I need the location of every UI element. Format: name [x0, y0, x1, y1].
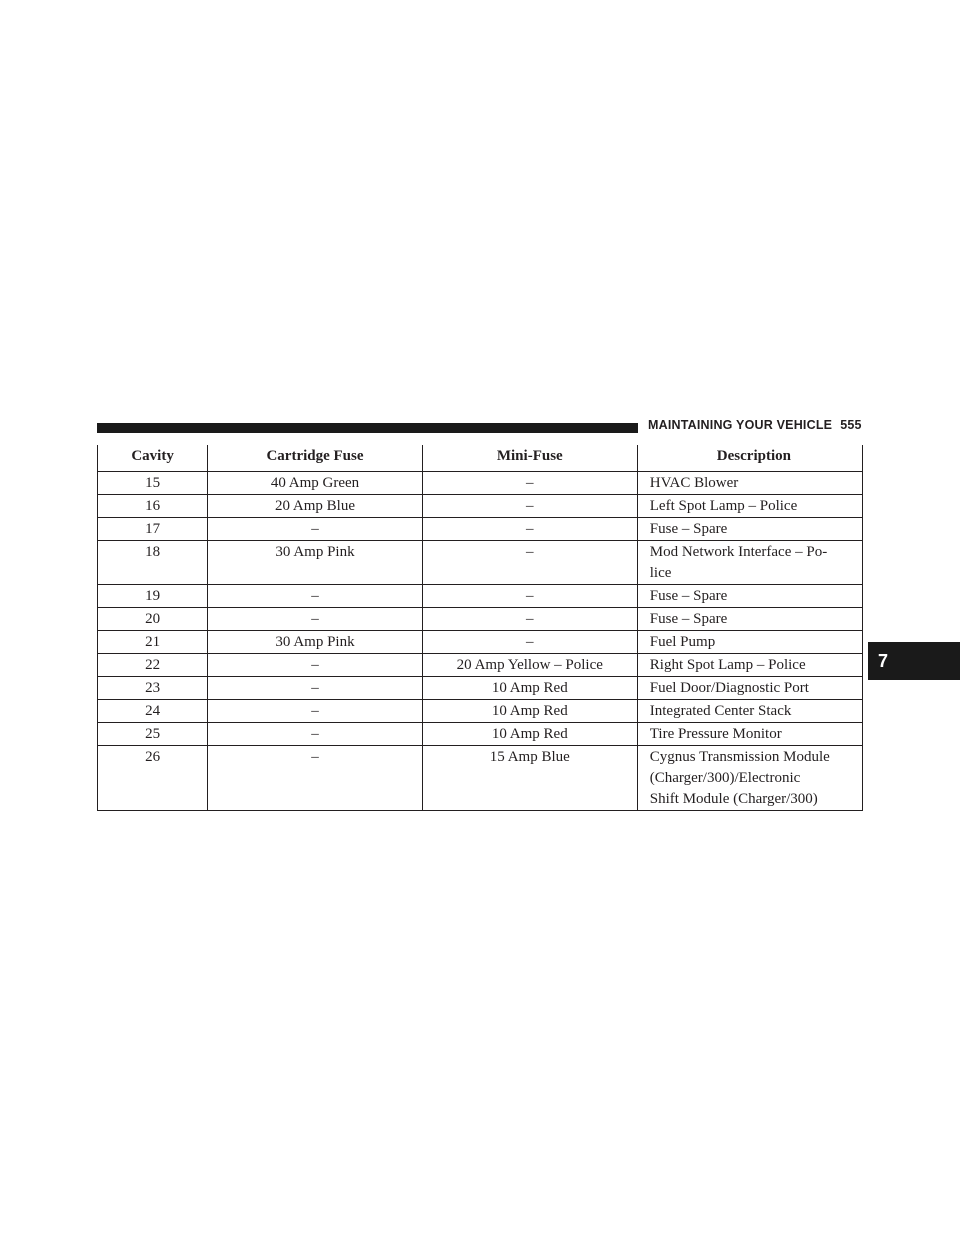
description-cell: Fuel Pump [637, 631, 862, 654]
cavity-cell: 23 [98, 677, 208, 700]
cavity-cell: 16 [98, 495, 208, 518]
description-cell: HVAC Blower [637, 472, 862, 495]
cartridge-fuse-cell: 40 Amp Green [208, 472, 423, 495]
table-row [98, 585, 863, 608]
mini-fuse-cell: 15 Amp Blue [422, 746, 637, 811]
table-row [98, 472, 863, 495]
cartridge-fuse-cell: 20 Amp Blue [208, 495, 423, 518]
table-row [98, 608, 863, 631]
table-header-row [98, 445, 863, 472]
mini-fuse-cell: 20 Amp Yellow – Police [422, 654, 637, 677]
table-row [98, 631, 863, 654]
description-cell: Fuel Door/Diagnostic Port [637, 677, 862, 700]
cartridge-fuse-cell: 30 Amp Pink [208, 631, 423, 654]
cartridge-fuse-cell: – [208, 700, 423, 723]
cartridge-fuse-cell: – [208, 608, 423, 631]
table-row [98, 495, 863, 518]
cavity-cell: 24 [98, 700, 208, 723]
mini-fuse-cell: – [422, 608, 637, 631]
cavity-cell: 21 [98, 631, 208, 654]
column-header-cavity: Cavity [98, 445, 208, 472]
cavity-cell: 20 [98, 608, 208, 631]
mini-fuse-cell: – [422, 631, 637, 654]
cavity-cell: 15 [98, 472, 208, 495]
cartridge-fuse-cell: – [208, 585, 423, 608]
page-number: 555 [840, 418, 862, 432]
description-cell: Fuse – Spare [637, 608, 862, 631]
column-header-cartridge-fuse: Cartridge Fuse [208, 445, 423, 472]
mini-fuse-cell: 10 Amp Red [422, 677, 637, 700]
table-row [98, 700, 863, 723]
cavity-cell: 17 [98, 518, 208, 541]
column-header-mini-fuse: Mini-Fuse [422, 445, 637, 472]
description-cell: Fuse – Spare [637, 518, 862, 541]
cartridge-fuse-cell: – [208, 677, 423, 700]
cavity-cell: 22 [98, 654, 208, 677]
chapter-tab-label: 7 [878, 650, 889, 671]
cavity-cell: 18 [98, 541, 208, 585]
cavity-cell: 26 [98, 746, 208, 811]
table-row [98, 723, 863, 746]
cartridge-fuse-cell: – [208, 518, 423, 541]
description-cell: Mod Network Interface – Po- lice [637, 541, 862, 585]
mini-fuse-cell: – [422, 585, 637, 608]
cavity-cell: 19 [98, 585, 208, 608]
cartridge-fuse-cell: – [208, 654, 423, 677]
table-row [98, 541, 863, 585]
table-row [98, 746, 863, 811]
table-row [98, 518, 863, 541]
mini-fuse-cell: – [422, 472, 637, 495]
section-title: MAINTAINING YOUR VEHICLE [648, 418, 833, 432]
description-cell: Fuse – Spare [637, 585, 862, 608]
description-cell: Cygnus Transmission Module (Charger/300)/Electronic Shift Module (Charger/300) [637, 746, 862, 811]
header-rule [97, 423, 638, 433]
running-header [648, 418, 862, 432]
mini-fuse-cell: 10 Amp Red [422, 723, 637, 746]
description-cell: Left Spot Lamp – Police [637, 495, 862, 518]
column-header-description: Description [637, 445, 862, 472]
cavity-cell: 25 [98, 723, 208, 746]
mini-fuse-cell: 10 Amp Red [422, 700, 637, 723]
fuse-table [97, 445, 863, 811]
mini-fuse-cell: – [422, 541, 637, 585]
mini-fuse-cell: – [422, 518, 637, 541]
cartridge-fuse-cell: – [208, 746, 423, 811]
table-row [98, 654, 863, 677]
chapter-tab[interactable] [868, 642, 960, 680]
description-cell: Right Spot Lamp – Police [637, 654, 862, 677]
table-row [98, 677, 863, 700]
description-cell: Integrated Center Stack [637, 700, 862, 723]
mini-fuse-cell: – [422, 495, 637, 518]
description-cell: Tire Pressure Monitor [637, 723, 862, 746]
cartridge-fuse-cell: – [208, 723, 423, 746]
cartridge-fuse-cell: 30 Amp Pink [208, 541, 423, 585]
fuse-table-body [98, 472, 863, 811]
